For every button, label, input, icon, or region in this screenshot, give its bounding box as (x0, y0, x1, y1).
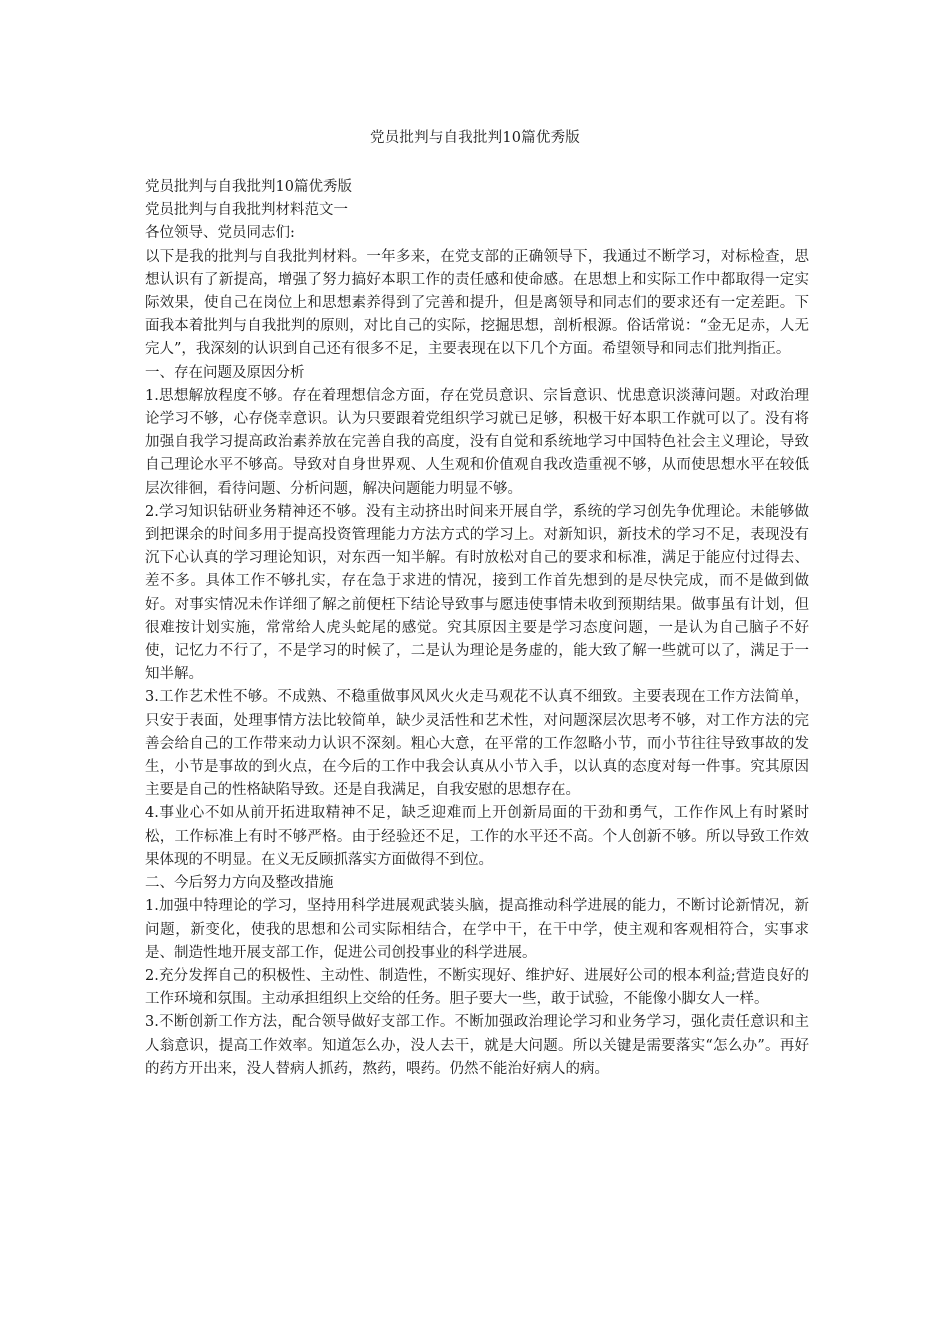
paragraph-problem-1: 1.思想解放程度不够。存在着理想信念方面，存在党员意识、宗旨意识、忧患意识淡薄问题。对政治理论学习不够，心存侥幸意识。认为只要跟着党组织学习就已足够，积极干好本职工作就可以了。没有将加强自我学习提高政治素养放在完善自我的高度，没有自觉和系统地学习中国特色社会主义理论，导致自己理论水平不够高。导致对自身世界观、人生观和价值观自我改造重视不够，从而使思想水平在较低层次徘徊，看待问题、分析问题，解决问题能力明显不够。 (145, 387, 809, 497)
paragraph-section-title: 党员批判与自我批判材料范文一 (145, 202, 348, 219)
paragraph-problem-3: 3.工作艺术性不够。不成熟、不稳重做事风风火火走马观花不认真不细致。主要表现在工作方法简单，只安于表面，处理事情方法比较简单，缺少灵活性和艺术性，对问题深层次思考不够，对工作方法的完善会给自己的工作带来动力认识不深刻。粗心大意，在平常的工作忽略小节，而小节往往导致事故的发生，小节是事故的到火点，在今后的工作中我会认真从小节入手，以认真的态度对每一件事。究其原因主要是自己的性格缺陷导致。还是自我满足，自我安慰的思想存在。 (145, 689, 809, 799)
paragraph-intro: 以下是我的批判与自我批判材料。一年多来，在党支部的正确领导下，我通过不断学习，对标检查，思想认识有了新提高，增强了努力搞好本职工作的责任感和使命感。在思想上和实际工作中都取得一定实际效果，使自己在岗位上和思想素养得到了完善和提升，但是离领导和同志们的要求还有一定差距。下面我本着批判与自我批判的原则，对比自己的实际，挖掘思想，剖析根源。俗话常说：“金无足赤，人无完人”，我深刻的认识到自己还有很多不足，主要表现在以下几个方面。希望领导和同志们批判指正。 (145, 248, 809, 358)
heading-measures: 二、今后努力方向及整改措施 (145, 875, 334, 892)
document-body (145, 176, 809, 1081)
paragraph-measure-3: 3.不断创新工作方法，配合领导做好支部工作。不断加强政治理论学习和业务学习，强化责任意识和主人翁意识，提高工作效率。知道怎么办，没人去干，就是大问题。所以关键是需要落实“怎么办”。再好的药方开出来，没人替病人抓药，熬药，喂药。仍然不能治好病人的病。 (145, 1014, 809, 1077)
document-title: 党员批判与自我批判10篇优秀版 (370, 130, 580, 146)
paragraph-measure-1: 1.加强中特理论的学习，坚持用科学进展观武装头脑，提高推动科学进展的能力，不断讨论新情况，新问题，新变化，使我的思想和公司实际相结合，在学中干，在干中学，使主观和客观相符合，实事求是、制造性地开展支部工作，促进公司创投事业的科学进展。 (145, 898, 809, 961)
heading-problems: 一、存在问题及原因分析 (145, 364, 305, 381)
paragraph-measure-2: 2.充分发挥自己的积极性、主动性、制造性，不断实现好、维护好、进展好公司的根本利益;营造良好的工作环境和氛围。主动承担组织上交给的任务。胆子要大一些，敢于试验，不能像小脚女人一样。 (145, 967, 809, 1008)
paragraph-problem-2: 2.学习知识钻研业务精神还不够。没有主动挤出时间来开展自学，系统的学习创先争优理论。未能够做到把课余的时间多用于提高投资管理能力方法方式的学习上。对新知识，新技术的学习不足，表现没有沉下心认真的学习理论知识，对东西一知半解。有时放松对自己的要求和标准，满足于能应付过得去、差不多。具体工作不够扎实，存在急于求进的情况，接到工作首先想到的是尽快完成，而不是做到做好。对事实情况未作详细了解之前便枉下结论导致事与愿违使事情未收到预期结果。做事虽有计划，但很难按计划实施，常常给人虎头蛇尾的感觉。究其原因主要是学习态度问题，一是认为自己脑子不好使，记忆力不行了，不是学习的时候了，二是认为理论是务虚的，能大致了解一些就可以了，满足于一知半解。 (145, 503, 809, 683)
paragraph-salutation: 各位领导、党员同志们: (145, 225, 295, 242)
paragraph-subtitle: 党员批判与自我批判10篇优秀版 (145, 179, 352, 195)
paragraph-problem-4: 4.事业心不如从前开拓进取精神不足，缺乏迎难而上开创新局面的干劲和勇气，工作作风上有时紧时松，工作标准上有时不够严格。由于经验还不足，工作的水平还不高。个人创新不够。所以导致工作效果体现的不明显。在义无反顾抓落实方面做得不到位。 (145, 805, 809, 868)
